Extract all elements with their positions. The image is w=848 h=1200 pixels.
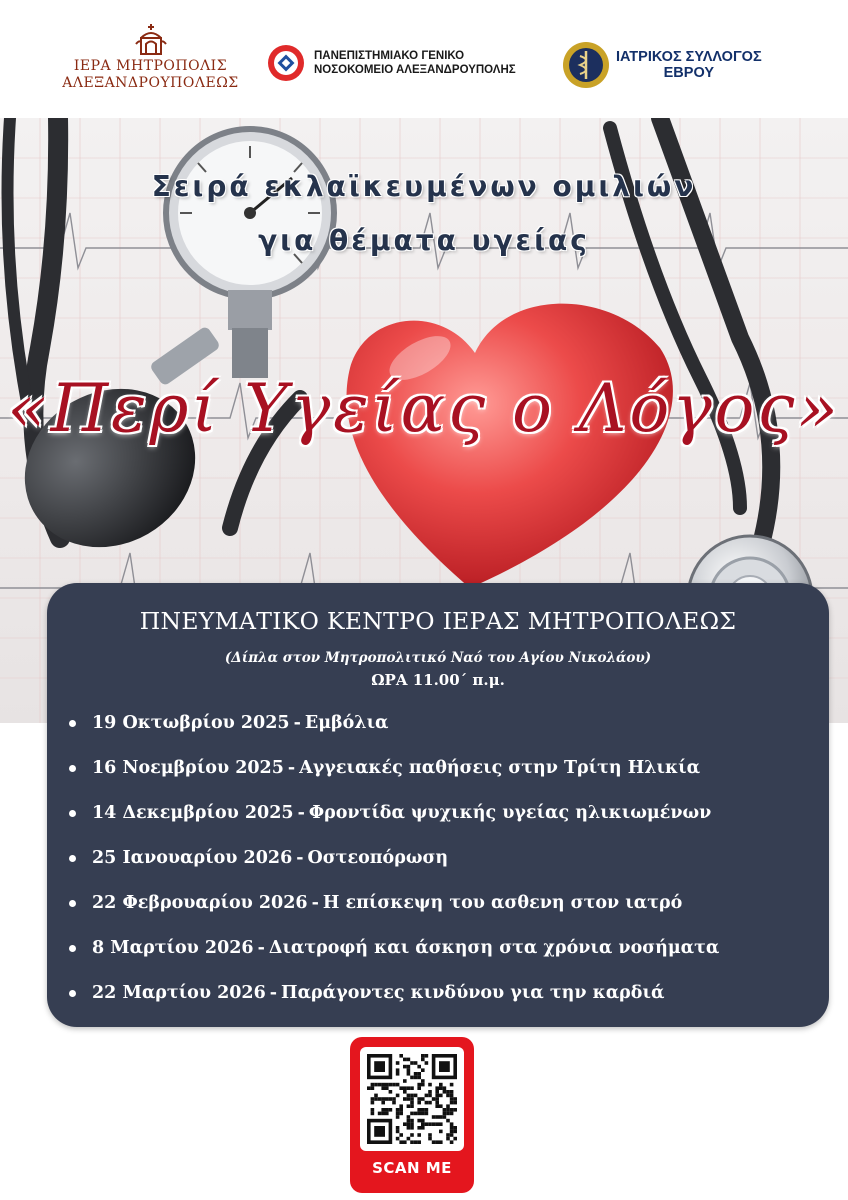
- event-topic: Φροντίδα ψυχικής υγείας ηλικιωμένων: [308, 803, 712, 823]
- bullet-icon: [69, 855, 76, 862]
- schedule-panel: [47, 583, 829, 1027]
- hospital-line1: ΠΑΝΕΠΙΣΤΗΜΙΑΚΟ ΓΕΝΙΚΟ: [314, 50, 465, 62]
- event-date: 25 Ιανουαρίου 2026: [92, 848, 293, 868]
- event-separator: -: [287, 758, 296, 778]
- event-topic: Εμβόλια: [304, 713, 389, 733]
- event-date: 14 Δεκεμβρίου 2025: [92, 803, 294, 823]
- event-topic: Παράγοντες κινδύνου για την καρδιά: [281, 983, 665, 1003]
- event-topic: Οστεοπόρωση: [307, 848, 449, 868]
- event-separator: -: [296, 848, 304, 868]
- event-topic: Διατροφή και άσκηση στα χρόνια νοσήματα: [268, 938, 720, 958]
- qr-code-icon[interactable]: [360, 1047, 464, 1151]
- event-item: [47, 791, 829, 836]
- event-separator: -: [297, 803, 305, 823]
- hero-title-line2: για θέματα υγείας: [258, 224, 590, 257]
- bullet-icon: [69, 900, 76, 907]
- event-date: 16 Νοεμβρίου 2025: [92, 758, 284, 778]
- qr-scan-label: SCAN ME: [372, 1159, 452, 1177]
- metropolis-line1: ΙΕΡΑ ΜΗΤΡΟΠΟΛΙΣ: [73, 58, 228, 74]
- medical-logo-text: [616, 49, 762, 81]
- event-time: ΩΡΑ 11.00΄ π.μ.: [371, 671, 505, 689]
- event-item: [47, 701, 829, 746]
- event-separator: -: [311, 893, 319, 913]
- logo-bar: [0, 0, 848, 118]
- event-item: [47, 971, 829, 1016]
- church-emblem-icon: [133, 22, 169, 58]
- medical-association-logo: [562, 40, 812, 90]
- medical-seal-icon: [562, 41, 610, 89]
- event-date: 19 Οκτωβρίου 2025: [92, 713, 290, 733]
- event-item: [47, 746, 829, 791]
- event-topic: Αγγειακές παθήσεις στην Τρίτη Ηλικία: [299, 758, 701, 778]
- hero-slogan: «Περί Υγείας ο Λόγος»: [7, 370, 841, 447]
- medical-line1: ΙΑΤΡΙΚΟΣ ΣΥΛΛΟΓΟΣ: [616, 49, 762, 65]
- qr-code-badge[interactable]: [350, 1037, 474, 1193]
- event-date: 8 Μαρτίου 2026: [92, 938, 254, 958]
- hero-title-line1: Σειρά εκλαϊκευμένων ομιλιών: [151, 170, 697, 203]
- metropolis-logo: [58, 22, 243, 112]
- hospital-logo-text: [314, 49, 516, 77]
- hospital-logo: [266, 42, 546, 84]
- metropolis-line2: ΑΛΕΞΑΝΔΡΟΥΠΟΛΕΩΣ: [62, 75, 239, 91]
- event-item: [47, 836, 829, 881]
- event-list: [47, 701, 829, 1016]
- event-separator: -: [293, 713, 301, 733]
- bullet-icon: [69, 720, 76, 727]
- event-date: 22 Μαρτίου 2026: [92, 983, 266, 1003]
- qr-code-frame: [360, 1047, 464, 1151]
- medical-line2: ΕΒΡΟΥ: [663, 65, 715, 81]
- bullet-icon: [69, 945, 76, 952]
- event-item: [47, 881, 829, 926]
- event-date: 22 Φεβρουαρίου 2026: [92, 893, 308, 913]
- hospital-line2: ΝΟΣΟΚΟΜΕΙΟ ΑΛΕΞΑΝΔΡΟΥΠΟΛΗΣ: [314, 64, 516, 76]
- event-separator: -: [269, 983, 278, 1003]
- venue-name: ΠΝΕΥΜΑΤΙΚΟ ΚΕΝΤΡΟ ΙΕΡΑΣ ΜΗΤΡΟΠΟΛΕΩΣ: [139, 607, 737, 635]
- event-item: [47, 926, 829, 971]
- bullet-icon: [69, 810, 76, 817]
- bullet-icon: [69, 990, 76, 997]
- bullet-icon: [69, 765, 76, 772]
- event-topic: Η επίσκεψη του ασθενη στον ιατρό: [322, 893, 683, 913]
- hospital-emblem-icon: [266, 43, 306, 83]
- venue-subtitle: (Δίπλα στον Μητροπολιτικό Ναό του Αγίου Νικολάου): [224, 650, 652, 666]
- event-separator: -: [257, 938, 265, 958]
- metropolis-logo-text: [62, 58, 238, 92]
